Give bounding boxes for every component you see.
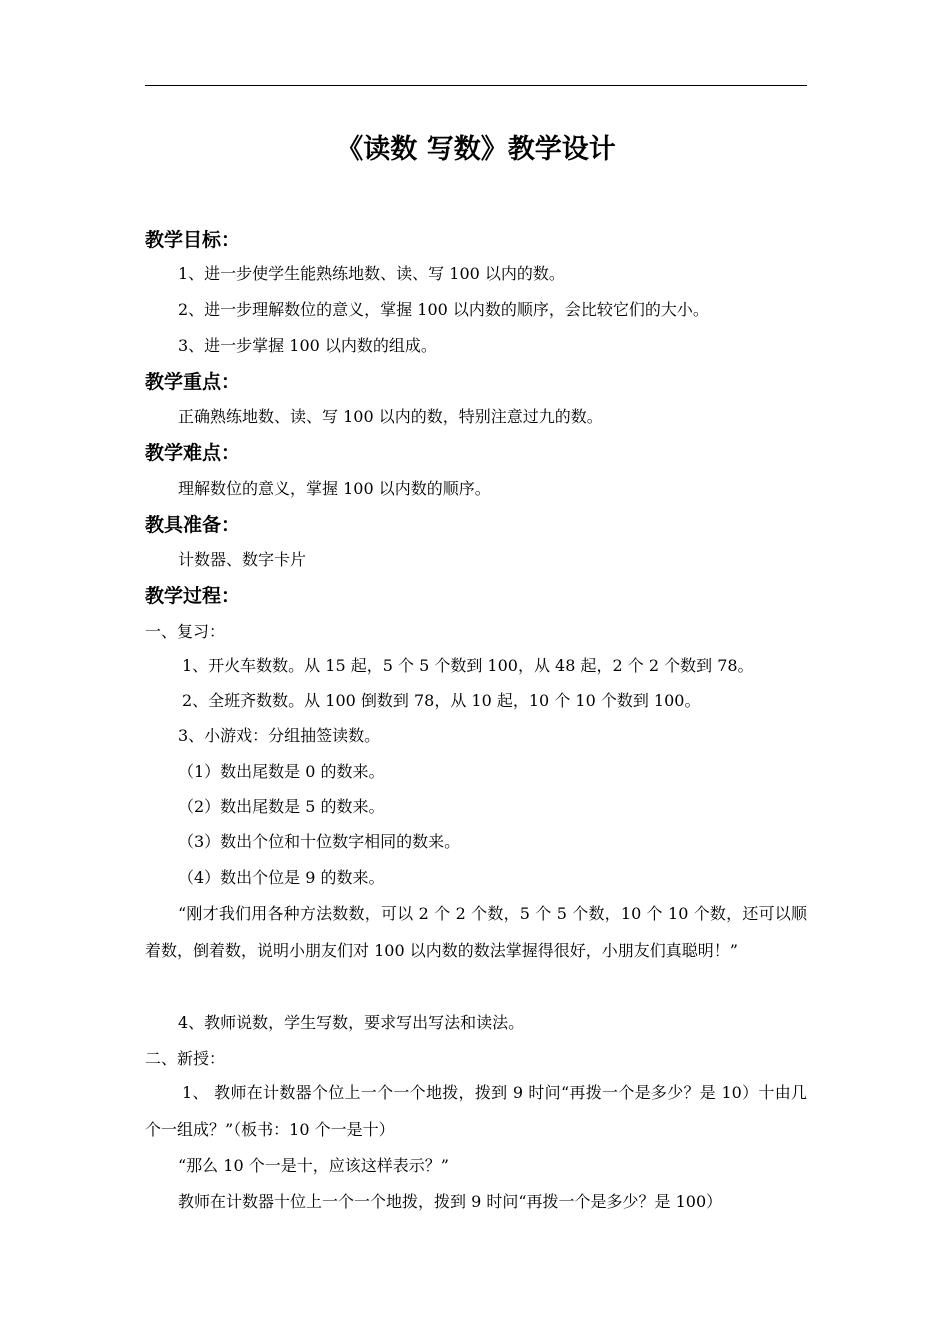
difficulty-heading: 教学难点： <box>145 442 241 464</box>
objectives-heading: 教学目标： <box>145 229 241 251</box>
new-lesson-quote: “那么 10 个一是十，应该这样表示？” <box>178 1156 449 1175</box>
review-item: 1、开火车数数。从 15 起，5 个 5 个数到 100，从 48 起，2 个 2 个数到 78。 <box>182 656 754 675</box>
review-item: 3、小游戏：分组抽签读数。 <box>178 726 381 745</box>
key-point-text: 正确熟练地数、读、写 100 以内的数，特别注意过九的数。 <box>178 407 603 426</box>
review-item: 4、教师说数，学生写数，要求写出写法和读法。 <box>178 1013 525 1032</box>
new-lesson-heading: 二、新授： <box>145 1049 226 1068</box>
game-item: （1）数出尾数是 0 的数来。 <box>178 762 385 781</box>
game-item: （3）数出个位和十位数字相同的数来。 <box>178 832 461 851</box>
key-point-heading: 教学重点： <box>145 371 241 393</box>
header-rule <box>145 85 807 86</box>
difficulty-text: 理解数位的意义，掌握 100 以内数的顺序。 <box>178 479 491 498</box>
tools-text: 计数器、数字卡片 <box>178 550 307 569</box>
review-heading: 一、复习： <box>145 622 226 641</box>
document-title: 《读数 写数》教学设计 <box>336 134 616 165</box>
quote-paragraph: “刚才我们用各种方法数数，可以 2 个 2 个数，5 个 5 个数，10 个 10 个数，还可以顺着数，倒着数，说明小朋友们对 100 以内数的数法掌握得很好，小朋友们真聪明！” <box>145 904 807 960</box>
process-heading: 教学过程： <box>145 585 241 607</box>
objective-item: 1、进一步使学生能熟练地数、读、写 100 以内的数。 <box>178 264 565 283</box>
objective-item: 2、进一步理解数位的意义，掌握 100 以内数的顺序，会比较它们的大小。 <box>178 300 709 319</box>
objective-item: 3、进一步掌握 100 以内数的组成。 <box>178 336 437 355</box>
tools-heading: 教具准备： <box>145 514 241 536</box>
game-item: （2）数出尾数是 5 的数来。 <box>178 797 385 816</box>
new-lesson-paragraph: 教师在计数器十位上一个一个地拨，拨到 9 时问“再拨一个是多少？是 100） <box>178 1192 723 1211</box>
review-item: 2、全班齐数数。从 100 倒数到 78，从 10 起，10 个 10 个数到 100。 <box>182 691 701 710</box>
new-lesson-paragraph: 1、 教师在计数器个位上一个一个地拨，拨到 9 时问“再拨一个是多少？是 10）十由几个一组成？”（板书：10 个一是十） <box>145 1083 807 1139</box>
game-item: （4）数出个位是 9 的数来。 <box>178 868 385 887</box>
